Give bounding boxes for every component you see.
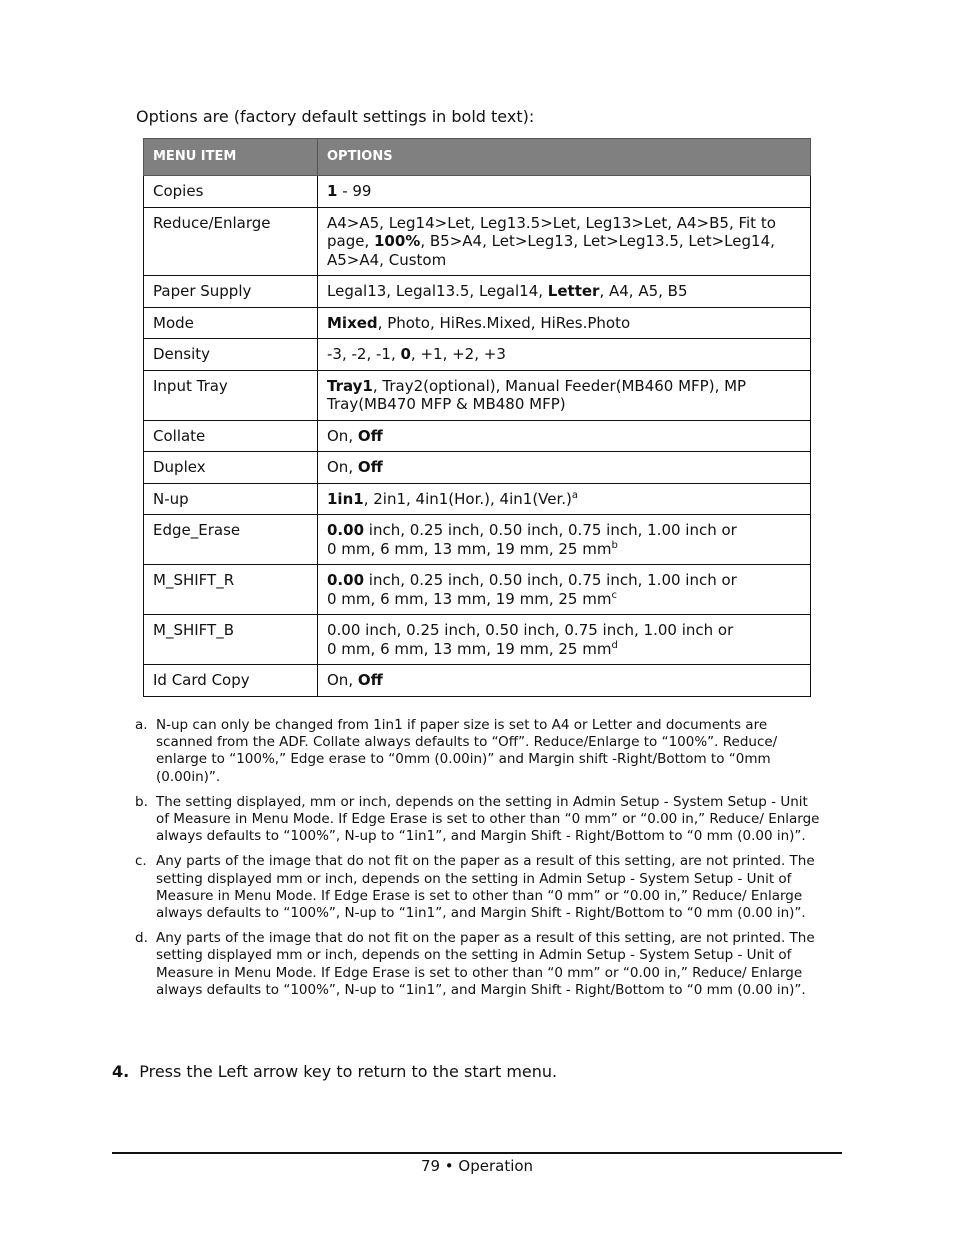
options-cell xyxy=(318,307,811,339)
table-row xyxy=(144,615,811,665)
table-row xyxy=(144,420,811,452)
footnote xyxy=(135,853,825,922)
step-number: 4. xyxy=(112,1062,130,1081)
option-text: 0 mm, 6 mm, 13 mm, 19 mm, 25 mm xyxy=(327,639,612,658)
default-option: Off xyxy=(357,458,383,476)
menu-item-cell: Copies xyxy=(144,176,318,208)
options-cell xyxy=(318,515,811,565)
menu-item-cell: N-up xyxy=(144,483,318,515)
footnote-text: N-up can only be changed from 1in1 if paper size is set to A4 or Letter and documents are scanned from the ADF. Collate always defaults to “Off”. Reduce/Enlarge to “100%”. Reduce/ enlarge to “100%,” Edge erase to “0mm (0.00in)” and Margin shift -Right/Bottom to “0mm (0.00in)”. xyxy=(156,717,778,785)
option-text: On, xyxy=(327,671,358,689)
table-row xyxy=(144,452,811,484)
footnote-label: b. xyxy=(135,793,148,810)
default-option: Letter xyxy=(547,282,600,300)
option-text: , Tray2(optional), Manual Feeder(MB460 MFP), MP Tray(MB470 MFP & MB480 MFP) xyxy=(327,376,747,413)
menu-item-cell: Mode xyxy=(144,307,318,339)
table-body xyxy=(144,176,811,697)
menu-item-cell: M_SHIFT_R xyxy=(144,565,318,615)
default-option: 0.00 xyxy=(327,521,365,539)
footnote-label: a. xyxy=(135,717,148,733)
header-menu-item: MENU ITEM xyxy=(144,139,318,176)
option-text: inch, 0.25 inch, 0.50 inch, 0.75 inch, 1.00 inch or xyxy=(364,521,737,539)
footnote xyxy=(135,794,825,846)
table-row xyxy=(144,339,811,371)
header-options: OPTIONS xyxy=(318,139,811,176)
options-table xyxy=(143,138,811,697)
footnote-text: The setting displayed, mm or inch, depends on the setting in Admin Setup - System Setup - Unit of Measure in Menu Mode. If Edge Erase is set to other than “0 mm” or “0.00 in,” Reduce/ Enlarge always defaults to “100%”, N-up to “1in1”, and Margin Shift - Right/Bottom to “0 mm (0.00 in)”. xyxy=(156,793,820,845)
options-cell xyxy=(318,207,811,276)
menu-item-cell: Density xyxy=(144,339,318,371)
default-option: 0.00 xyxy=(327,571,365,589)
table-row xyxy=(144,176,811,208)
default-option: 1 xyxy=(327,182,338,200)
menu-item-cell: Input Tray xyxy=(144,370,318,420)
options-cell xyxy=(318,565,811,615)
option-text: 0 mm, 6 mm, 13 mm, 19 mm, 25 mm xyxy=(327,589,612,608)
options-cell xyxy=(318,420,811,452)
default-option: Off xyxy=(357,671,383,689)
table-row xyxy=(144,483,811,515)
footnote xyxy=(135,717,825,786)
footnote-label: c. xyxy=(135,853,147,870)
footnote xyxy=(135,930,825,999)
options-cell xyxy=(318,370,811,420)
default-option: Mixed xyxy=(327,313,378,332)
step-text: Press the Left arrow key to return to the start menu. xyxy=(139,1062,558,1081)
footnote-label: d. xyxy=(135,930,148,947)
options-cell xyxy=(318,483,811,515)
menu-item-cell: Edge_Erase xyxy=(144,515,318,565)
option-text: , Photo, HiRes.Mixed, HiRes.Photo xyxy=(377,313,631,332)
option-text: 0.00 inch, 0.25 inch, 0.50 inch, 0.75 inch, 1.00 inch or xyxy=(327,621,734,639)
options-cell xyxy=(318,339,811,371)
menu-item-cell: Reduce/Enlarge xyxy=(144,207,318,276)
default-option: 1in1 xyxy=(327,489,364,508)
table-row xyxy=(144,207,811,276)
step-4 xyxy=(112,1062,557,1081)
option-text: , 2in1, 4in1(Hor.), 4in1(Ver.) xyxy=(363,489,572,508)
menu-item-cell: Id Card Copy xyxy=(144,665,318,697)
table-row xyxy=(144,276,811,308)
option-text: , B5>A4, Let>Leg13, Let>Leg13.5, Let>Leg14, A5>A4, Custom xyxy=(327,232,775,269)
option-text: 0 mm, 6 mm, 13 mm, 19 mm, 25 mm xyxy=(327,539,612,558)
option-text: -3, -2, -1, xyxy=(327,345,401,363)
menu-item-cell: Duplex xyxy=(144,452,318,484)
table-row xyxy=(144,515,811,565)
footnote-ref: b xyxy=(611,539,618,551)
option-text: , +1, +2, +3 xyxy=(410,345,506,363)
menu-item-cell: M_SHIFT_B xyxy=(144,615,318,665)
option-text: inch, 0.25 inch, 0.50 inch, 0.75 inch, 1.00 inch or xyxy=(364,571,737,589)
options-cell xyxy=(318,176,811,208)
option-text: A4>A5, Leg14>Let, Leg13.5>Let, Leg13>Let, A4>B5, Fit to page, xyxy=(327,213,776,250)
options-cell xyxy=(318,665,811,697)
options-cell xyxy=(318,615,811,665)
option-text: Legal13, Legal13.5, Legal14, xyxy=(327,282,548,300)
default-option: 0 xyxy=(400,345,411,363)
option-text: , A4, A5, B5 xyxy=(599,282,688,300)
option-text: - 99 xyxy=(337,182,372,200)
table-row xyxy=(144,370,811,420)
menu-item-cell: Paper Supply xyxy=(144,276,318,308)
default-option: Off xyxy=(357,426,383,445)
table-row xyxy=(144,665,811,697)
footnotes xyxy=(135,717,825,1007)
table-row xyxy=(144,565,811,615)
menu-item-cell: Collate xyxy=(144,420,318,452)
footnote-ref: c xyxy=(611,589,617,601)
page-footer: 79 • Operation xyxy=(420,1157,534,1175)
footnote-text: Any parts of the image that do not fit on the paper as a result of this setting, are not printed. The setting displayed mm or inch, depends on the setting in Admin Setup - System Setup - Unit of Measure in Menu Mode. If Edge Erase is set to other than “0 mm” or “0.00 in,” Reduce/ Enlarge always defaults to “100%”, N-up to “1in1”, and Margin Shift - Right/Bottom to “0 mm (0.00 in)”. xyxy=(156,930,815,998)
footnote-ref: d xyxy=(611,639,618,651)
options-cell xyxy=(318,276,811,308)
table-header-row xyxy=(144,139,811,176)
footer-rule xyxy=(112,1152,842,1154)
option-text: On, xyxy=(327,426,358,445)
default-option: 100% xyxy=(374,232,421,250)
default-option: Tray1 xyxy=(327,376,373,395)
option-text: On, xyxy=(327,458,358,476)
footnote-text: Any parts of the image that do not fit on the paper as a result of this setting, are not printed. The setting displayed mm or inch, depends on the setting in Admin Setup - System Setup - Unit of Measure in Menu Mode. If Edge Erase is set to other than “0 mm” or “0.00 in,” Reduce/ Enlarge always defaults to “100%”, N-up to “1in1”, and Margin Shift - Right/Bottom to “0 mm (0.00 in)”. xyxy=(156,853,815,922)
intro-text: Options are (factory default settings in bold text): xyxy=(136,107,535,126)
table-row xyxy=(144,307,811,339)
footnote-ref: a xyxy=(571,489,579,501)
options-cell xyxy=(318,452,811,484)
